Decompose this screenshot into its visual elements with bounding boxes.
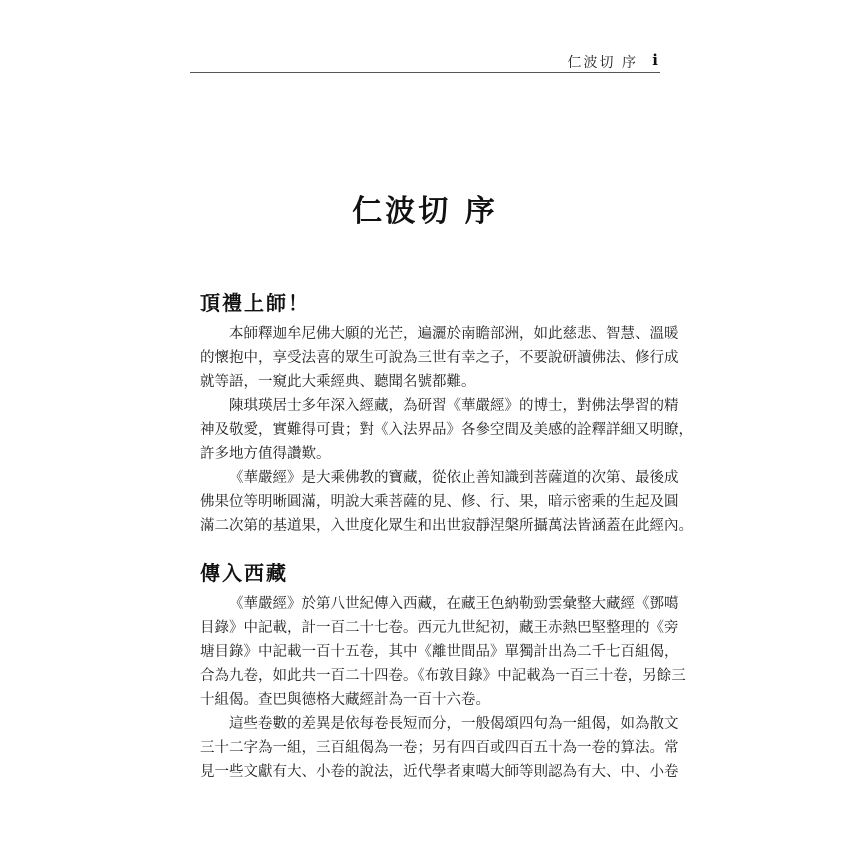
paragraph-line: 滿二次第的基道果，入世度化眾生和出世寂靜涅槃所攝萬法皆涵蓋在此經內。 — [200, 518, 693, 534]
paragraph-line: 本師釋迦牟尼佛大願的光芒，遍灑於南瞻部洲，如此慈悲、智慧、溫暖 — [229, 326, 679, 342]
paragraph-line: 就等語，一窺此大乘經典、聽聞名號都難。 — [200, 374, 476, 390]
paragraph-line: 神及敬愛，實難得可貴；對《入法界品》各參空間及美感的詮釋詳細又明瞭， — [200, 422, 693, 438]
paragraph-line: 佛果位等明晰圓滿，明說大乘菩薩的見、修、行、果，暗示密乘的生起及圓 — [200, 494, 679, 510]
section-heading-homage: 頂禮上師！ — [200, 291, 310, 315]
running-header — [190, 52, 660, 73]
chapter-title: 仁波切 序 — [352, 194, 498, 229]
section-body-homage — [200, 322, 693, 538]
section-body-tibet — [200, 592, 686, 784]
paragraph-line: 的懷抱中，享受法喜的眾生可說為三世有幸之子，不要說研讀佛法、修行成 — [200, 350, 679, 366]
paragraph-line: 十組偈。查巴與德格大藏經計為一百十六卷。 — [200, 692, 490, 708]
paragraph-line: 《華嚴經》是大乘佛教的寶藏，從依止善知識到菩薩道的次第、最後成 — [229, 470, 679, 486]
page-number: i — [652, 51, 658, 69]
paragraph-line: 許多地方值得讚歎。 — [200, 446, 331, 462]
paragraph-line: 這些卷數的差異是依每卷長短而分，一般偈頌四句為一組偈，如為散文 — [229, 716, 679, 732]
running-header-title: 仁波切 序 — [567, 55, 638, 71]
paragraph-line: 塘目錄》中記載一百十五卷，其中《離世間品》單獨計出為二千七百組偈， — [200, 644, 679, 660]
section-heading-tibet: 傳入西藏 — [200, 561, 288, 585]
paragraph-line: 陳琪瑛居士多年深入經藏，為研習《華嚴經》的博士，對佛法學習的精 — [229, 398, 679, 414]
paragraph-line: 目錄》中記載，計一百二十七卷。西元九世紀初，藏王赤熱巴堅整理的《旁 — [200, 620, 679, 636]
paragraph-line: 《華嚴經》於第八世紀傳入西藏，在藏王色納勒勁雲彙整大藏經《鄧噶 — [229, 596, 679, 612]
paragraph-line: 三十二字為一組，三百組偈為一卷；另有四百或四百五十為一卷的算法。常 — [200, 740, 679, 756]
paragraph-line: 見一些文獻有大、小卷的說法，近代學者東噶大師等則認為有大、中、小卷 — [200, 764, 679, 780]
paragraph-line: 合為九卷，如此共一百二十四卷。《布敦目錄》中記載為一百三十卷，另餘三 — [200, 668, 686, 684]
